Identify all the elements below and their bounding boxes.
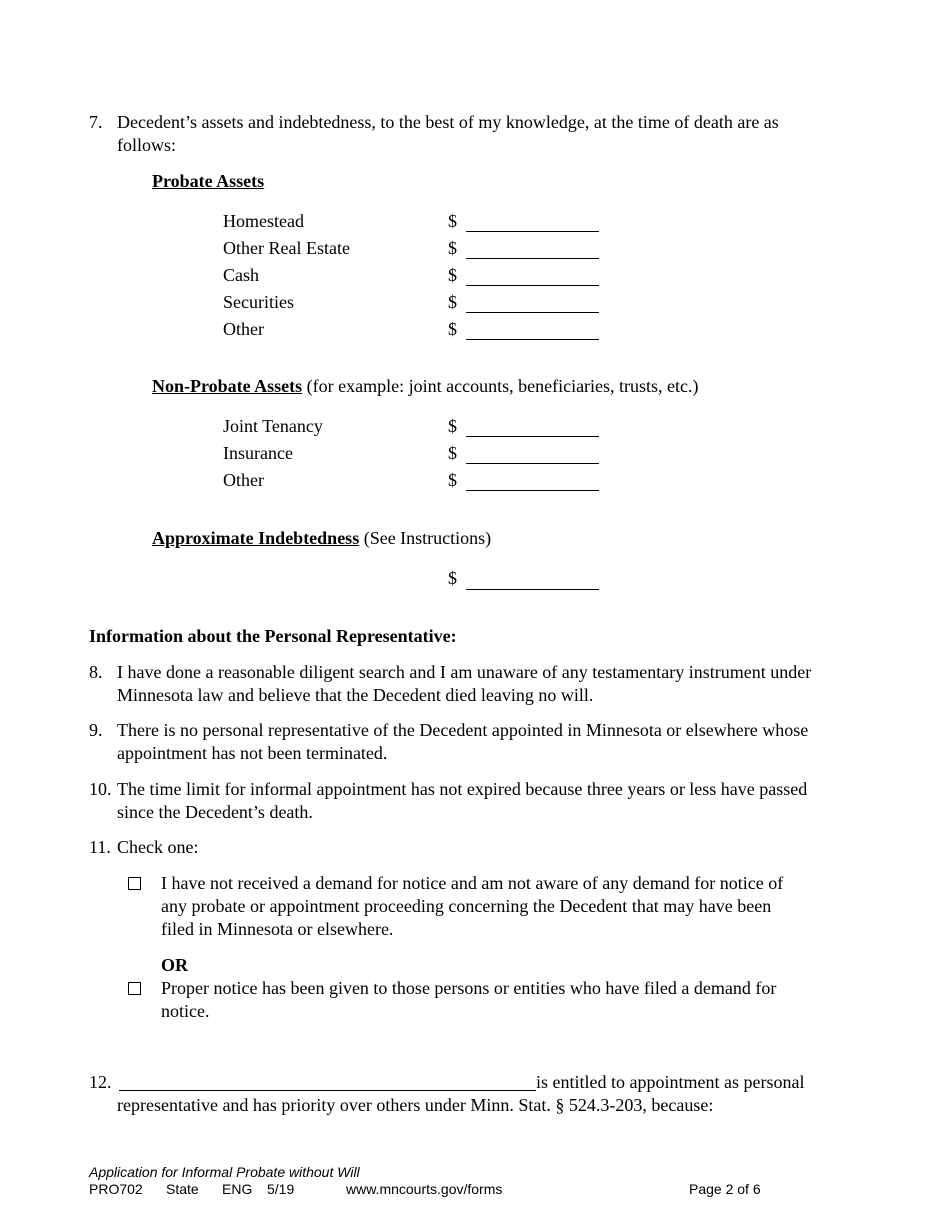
item-number: 8. xyxy=(89,662,103,682)
option1-line3: filed in Minnesota or elsewhere. xyxy=(161,919,394,939)
checkbox-no-demand-notice[interactable] xyxy=(128,877,141,890)
asset-label-joint-tenancy: Joint Tenancy xyxy=(223,416,323,436)
indebtedness-heading-row xyxy=(152,528,491,549)
amount-blank-other-real-estate[interactable] xyxy=(466,258,599,259)
item7-text-line1: Decedent’s assets and indebtedness, to the best of my knowledge, at the time of death are as xyxy=(117,112,779,132)
footer-language: ENG xyxy=(222,1181,253,1197)
non-probate-assets-heading-row xyxy=(152,376,699,397)
footer-revision: 5/19 xyxy=(267,1181,295,1197)
option2-line2: notice. xyxy=(161,1001,210,1021)
amount-blank-homestead[interactable] xyxy=(466,231,599,232)
item-number: 9. xyxy=(89,720,103,740)
non-probate-assets-heading: Non-Probate Assets xyxy=(152,376,303,396)
checkbox-proper-notice-given[interactable] xyxy=(128,982,141,995)
item10-line1: The time limit for informal appointment has not expired because three years or less have passed xyxy=(117,779,808,799)
item8-line2: Minnesota law and believe that the Decedent died leaving no will. xyxy=(117,685,594,705)
asset-label-homestead: Homestead xyxy=(223,211,304,231)
item12-line2: representative and has priority over others under Minn. Stat. § 524.3-203, because: xyxy=(117,1095,714,1115)
dollar-sign: $ xyxy=(448,211,457,231)
dollar-sign: $ xyxy=(448,265,457,285)
item9-line2: appointment has not been terminated. xyxy=(117,743,388,763)
item7-text-line2: follows: xyxy=(117,135,177,155)
item-number: 11. xyxy=(89,837,111,857)
footer-page-number: Page 2 of 6 xyxy=(689,1181,761,1197)
footer-jurisdiction: State xyxy=(166,1181,199,1197)
footer-website[interactable]: www.mncourts.gov/forms xyxy=(346,1181,503,1197)
amount-blank-insurance[interactable] xyxy=(466,463,599,464)
item-number: 12. xyxy=(89,1072,112,1092)
asset-label-other: Other xyxy=(223,319,264,339)
asset-label-insurance: Insurance xyxy=(223,443,293,463)
indebtedness-heading: Approximate Indebtedness xyxy=(152,528,360,548)
amount-blank-non-probate-other[interactable] xyxy=(466,490,599,491)
amount-blank-other[interactable] xyxy=(466,339,599,340)
item11-text: Check one: xyxy=(117,837,199,857)
amount-blank-indebtedness[interactable] xyxy=(466,589,599,590)
dollar-sign: $ xyxy=(448,319,457,339)
item10-line2: since the Decedent’s death. xyxy=(117,802,313,822)
amount-blank-cash[interactable] xyxy=(466,285,599,286)
item12-line1-suffix: is entitled to appointment as personal xyxy=(536,1072,805,1092)
option1-line2: any probate or appointment proceeding concerning the Decedent that may have been xyxy=(161,896,772,916)
dollar-sign: $ xyxy=(448,416,457,436)
option1-line1: I have not received a demand for notice and am not aware of any demand for notice of xyxy=(161,873,784,893)
dollar-sign: $ xyxy=(448,568,457,588)
item8-line1: I have done a reasonable diligent search and I am unaware of any testamentary instrument under xyxy=(117,662,812,682)
footer-form-code: PRO702 xyxy=(89,1181,143,1197)
item-number: 10. xyxy=(89,779,112,799)
dollar-sign: $ xyxy=(448,443,457,463)
item-number: 7. xyxy=(89,112,103,132)
item9-line1: There is no personal representative of the Decedent appointed in Minnesota or elsewhere whose xyxy=(117,720,809,740)
dollar-sign: $ xyxy=(448,238,457,258)
personal-representative-name-blank[interactable] xyxy=(119,1090,536,1091)
asset-label-cash: Cash xyxy=(223,265,259,285)
amount-blank-securities[interactable] xyxy=(466,312,599,313)
probate-assets-heading: Probate Assets xyxy=(152,171,265,191)
asset-label-securities: Securities xyxy=(223,292,294,312)
option2-line1: Proper notice has been given to those persons or entities who have filed a demand for xyxy=(161,978,777,998)
non-probate-assets-note: (for example: joint accounts, beneficiaries, trusts, etc.) xyxy=(302,376,699,396)
dollar-sign: $ xyxy=(448,292,457,312)
dollar-sign: $ xyxy=(448,470,457,490)
asset-label-non-probate-other: Other xyxy=(223,470,264,490)
asset-label-other-real-estate: Other Real Estate xyxy=(223,238,350,258)
pr-section-heading: Information about the Personal Representative: xyxy=(89,626,457,646)
footer-form-title: Application for Informal Probate without Will xyxy=(89,1164,360,1180)
amount-blank-joint-tenancy[interactable] xyxy=(466,436,599,437)
indebtedness-note: (See Instructions) xyxy=(359,528,492,548)
or-label: OR xyxy=(161,955,188,975)
